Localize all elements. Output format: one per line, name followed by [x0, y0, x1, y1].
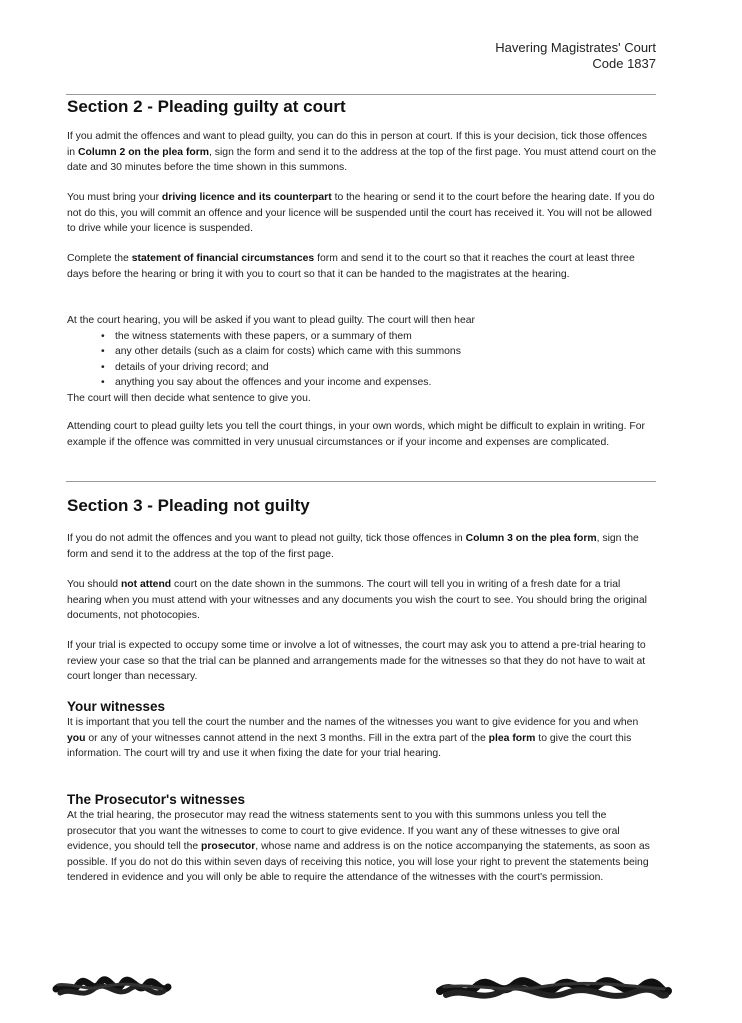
- redaction-scribble-left: [52, 975, 172, 1005]
- section-3-title: Section 3 - Pleading not guilty: [67, 496, 310, 515]
- section-3-paragraph-1: If you do not admit the offences and you want to plead not guilty, tick those offences in Column 3 on the plea form, sign the form and send it to the address at the top of the first page.: [67, 533, 639, 560]
- section-2-paragraph-4: [67, 313, 657, 407]
- hearing-intro: At the court hearing, you will be asked if you want to plead guilty. The court will then hear: [67, 315, 475, 326]
- hearing-outro: The court will then decide what sentence to give you.: [67, 392, 311, 404]
- section-2-paragraph-2: You must bring your driving licence and its counterpart to the hearing or send it to the court before the hearing date. If you do not do this, you will commit an offence and your licence will be suspended until the court has received it. You will not be allowed to drive while your licence is suspended.: [67, 192, 655, 235]
- hearing-list: [67, 329, 657, 391]
- section-3-paragraph-3: If your trial is expected to occupy some time or involve a lot of witnesses, the court may ask you to attend a pre-trial hearing to review your case so that the trial can be planned and arrangements made for the witnesses so that they do not have to wait at court longer than necessary.: [67, 640, 646, 683]
- section-2-paragraph-1: If you admit the offences and want to plead guilty, you can do this in person at court. If this is your decision, tick those offences in Column 2 on the plea form, sign the form and send it to the address at the top of the first page. You must attend court on the date and 30 minutes before the time shown in this summons.: [67, 131, 657, 174]
- section-3-paragraph-2: You should not attend court on the date shown in the summons. The court will tell you in writing of a fresh date for a trial hearing when you must attend with your witnesses and any documents you wish the court to see. You should bring the original documents, not photocopies.: [67, 579, 647, 622]
- prosecutor-witnesses-text: At the trial hearing, the prosecutor may read the witness statements sent to you with this summons unless you tell the prosecutor that you want the witnesses to come to court to give evidence. If you want any of these witnesses to give oral evidence, you should tell the prosecutor, whose name and address is on the notice accompanying the statements, as soon as possible. If you do not do this within seven days of receiving this notice, you will lose your right to prevent the statements being tendered in evidence and you will only be able to require the attendance of the witnesses with the court's permission.: [67, 810, 650, 884]
- list-item: • anything you say about the offences and your income and expenses.: [115, 375, 657, 391]
- court-name: Havering Magistrates' Court: [495, 40, 656, 55]
- top-divider: [66, 94, 656, 95]
- your-witnesses-heading: Your witnesses: [67, 699, 166, 714]
- court-code: Code 1837: [592, 56, 656, 71]
- list-item: • details of your driving record; and: [115, 360, 657, 376]
- section-2-title: Section 2 - Pleading guilty at court: [67, 97, 346, 116]
- your-witnesses-text: It is important that you tell the court the number and the names of the witnesses you want to give evidence for you and when you or any of your witnesses cannot attend in the next 3 months. Fill in the extra part of the plea form to give the court this information. The court will try and use it when fixing the date for your trial hearing.: [67, 717, 639, 760]
- section-2-paragraph-5: Attending court to plead guilty lets you tell the court things, in your own words, which might be difficult to explain in writing. For example if the offence was committed in very unusual circumstances or if your income and expenses are complicated.: [67, 421, 645, 448]
- middle-divider: [66, 481, 656, 482]
- list-item: • any other details (such as a claim for costs) which came with this summons: [115, 344, 657, 360]
- section-2-paragraph-3: Complete the statement of financial circumstances form and send it to the court so that it reaches the court at least three days before the hearing or bring it with you to court so that it can be handed to the magistrates at the hearing.: [67, 253, 635, 280]
- list-item: • the witness statements with these papers, or a summary of them: [115, 329, 657, 345]
- page-header: [495, 40, 656, 72]
- prosecutor-witnesses-heading: The Prosecutor's witnesses: [67, 792, 246, 807]
- redaction-scribble-right: [436, 975, 672, 1009]
